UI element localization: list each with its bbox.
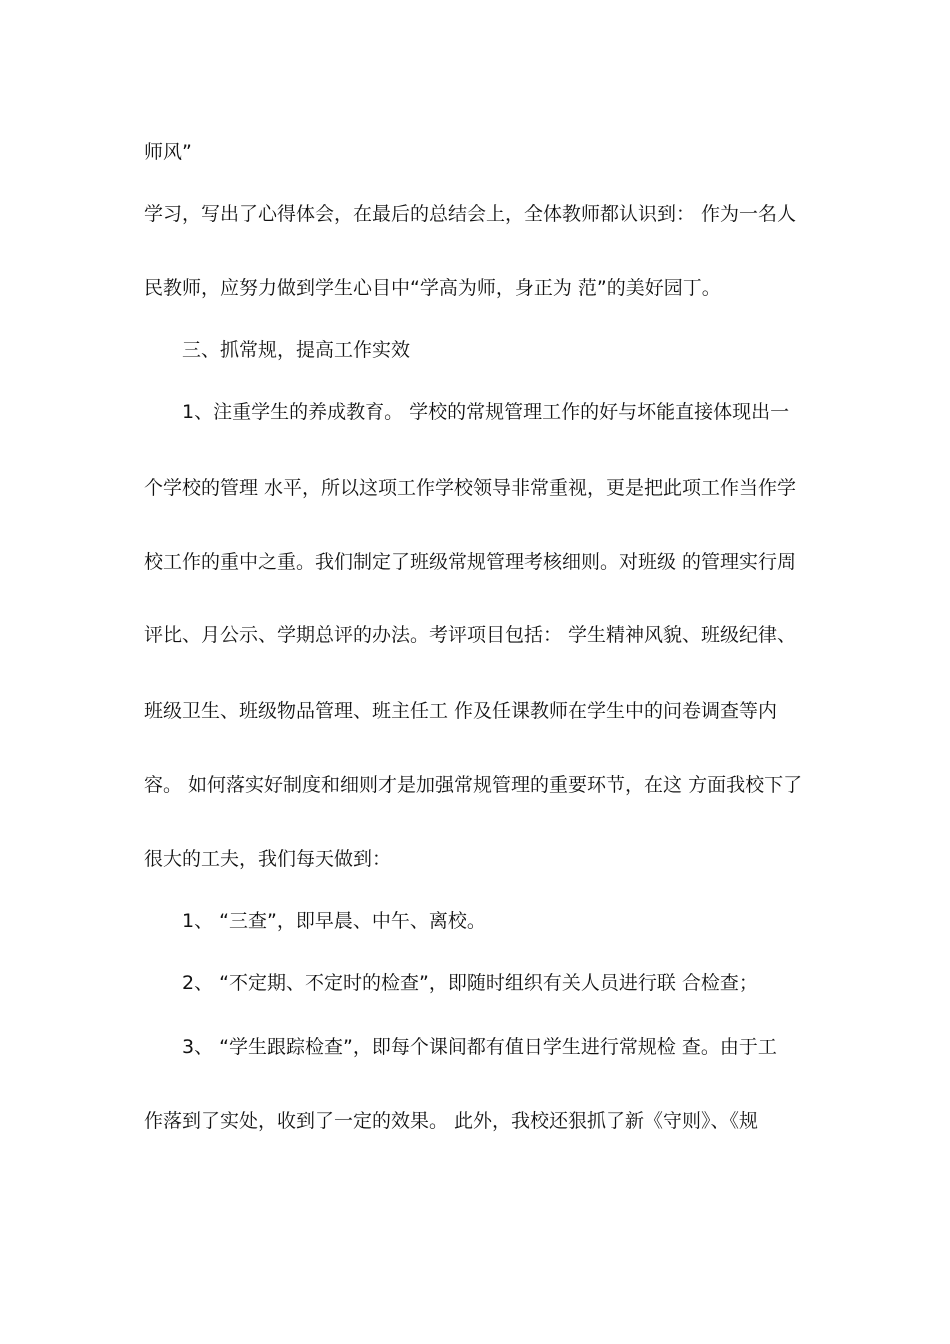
section-heading: 三、抓常规，提高工作实效	[182, 339, 411, 361]
text-line: 学习，写出了心得体会，在最后的总结会上，全体教师都认识到： 作为一名人	[144, 203, 797, 225]
text-line: 师风”	[144, 141, 192, 163]
text-line: 个学校的管理 水平，所以这项工作学校领导非常重视，更是把此项工作当作学	[144, 477, 797, 499]
text-line: 民教师，应努力做到学生心目中“学高为师，身正为 范”的美好园丁。	[144, 277, 721, 299]
text-line: 很大的工夫，我们每天做到：	[144, 848, 392, 870]
text-line: 作落到了实处，收到了一定的效果。 此外，我校还狠抓了新《守则》、《规	[144, 1110, 759, 1132]
list-item: 1、 “三查”，即早晨、中午、离校。	[182, 910, 486, 932]
text-line: 校工作的重中之重。我们制定了班级常规管理考核细则。对班级 的管理实行周	[144, 551, 797, 573]
list-item: 2、 “不定期、不定时的检查”，即随时组织有关人员进行联 合检查；	[182, 972, 758, 994]
text-line: 班级卫生、班级物品管理、班主任工 作及任课教师在学生中的问卷调查等内	[144, 700, 778, 722]
list-item: 3、 “学生跟踪检查”，即每个课间都有值日学生进行常规检 查。由于工	[182, 1036, 777, 1058]
text-line: 1、注重学生的养成教育。 学校的常规管理工作的好与坏能直接体现出一	[182, 401, 790, 423]
text-line: 容。 如何落实好制度和细则才是加强常规管理的重要环节，在这 方面我校下了	[144, 774, 803, 796]
text-line: 评比、月公示、学期总评的办法。考评项目包括： 学生精神风貌、班级纪律、	[144, 624, 797, 646]
